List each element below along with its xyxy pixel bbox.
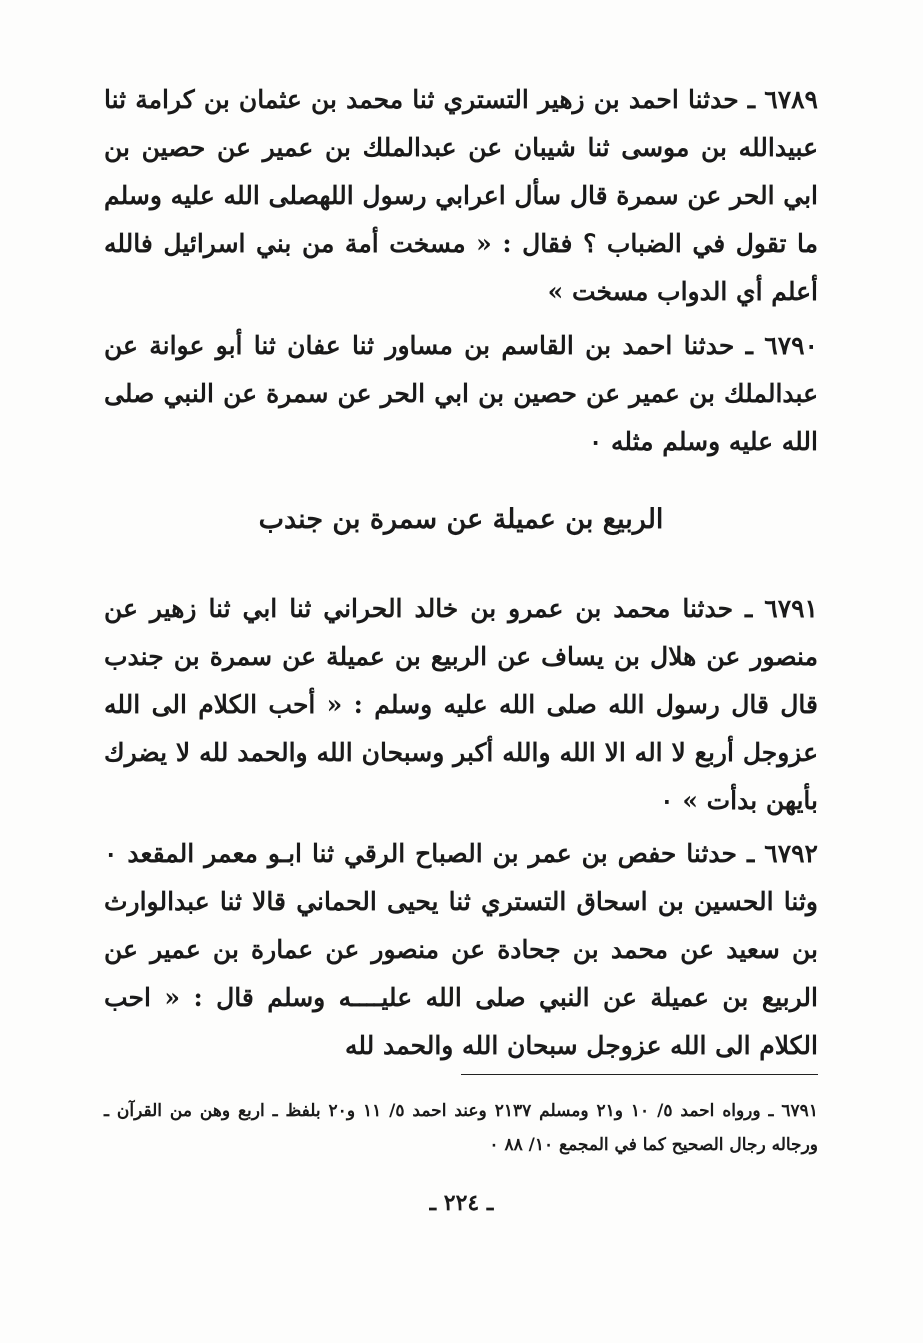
hadith-separator: ـ (744, 594, 753, 623)
hadith-number: ٦٧٨٩ (764, 85, 818, 114)
hadith-text: حدثنا احمد بن القاسم بن مساور ثنا عفان ثنا أبو عوانة عن عبدالملك بن عمير عن حصين بن ابي الحر عن سمرة عن النبي صلى الله عليه وسلم مثله ٠ (104, 331, 818, 456)
hadith-6792 (104, 830, 818, 1070)
section-heading: الربيع بن عميلة عن سمرة بن جندب (258, 504, 664, 535)
hadith-separator: ـ (745, 331, 753, 360)
hadith-text: حدثنا حفص بن عمر بن الصباح الرقي ثنا ابـو معمر المقعد ٠ وثنا الحسين بن اسحاق التستري ثنا يحيى الحماني قالا ثنا عبدالوارث بن سعيد عن محمد بن جحادة عن منصور عن عمارة بن عمير عن الربيع بن عميلة عن النبي صلى الله عليــــه وسلم قال : « احب الكلام الى الله عزوجل سبحان الله والحمد لله (104, 839, 818, 1060)
hadith-6791 (104, 585, 818, 825)
hadith-separator: ـ (746, 839, 755, 868)
hadith-6789 (104, 76, 818, 316)
hadith-number: ٦٧٩٢ (764, 839, 818, 868)
hadith-number: ٦٧٩١ (764, 594, 818, 623)
hadith-6790 (104, 322, 818, 466)
page-number: ـ ٢٢٤ ـ (429, 1190, 494, 1216)
hadith-number: ٦٧٩٠ (764, 331, 818, 360)
footnote: ٦٧٩١ ـ ورواه احمد ٥/ ١٠ و٢١ ومسلم ٢١٣٧ وعند احمد ٥/ ١١ و٢٠ بلفظ ـ اربع وهن من القرآن ـ ورجاله رجال الصحيح كما في المجمع ١٠/ ٨٨ ٠ (104, 1101, 818, 1155)
hadith-separator: ـ (747, 85, 756, 114)
hadith-text: حدثنا محمد بن عمرو بن خالد الحراني ثنا ابي ثنا زهير عن منصور عن هلال بن يساف عن الربيع بن عميلة عن سمرة بن جندب قال قال رسول الله صلى الله عليه وسلم : « أحب الكلام الى الله عزوجل أربع لا اله الا الله والله أكبر وسبحان الله والحمد لله لا يضرك بأيهن بدأت » ٠ (104, 594, 818, 815)
hadith-text: حدثنا احمد بن زهير التستري ثنا محمد بن عثمان بن كرامة ثنا عبيدالله بن موسى ثنا شيبان عن عبدالملك بن عمير عن حصين بن ابي الحر عن سمرة قال سأل اعرابي رسول اللهصلى الله عليه وسلم ما تقول في الضباب ؟ فقال : « مسخت أمة من بني اسرائيل فالله أعلم أي الدواب مسخت » (104, 85, 818, 306)
footnote-divider (461, 1074, 818, 1075)
